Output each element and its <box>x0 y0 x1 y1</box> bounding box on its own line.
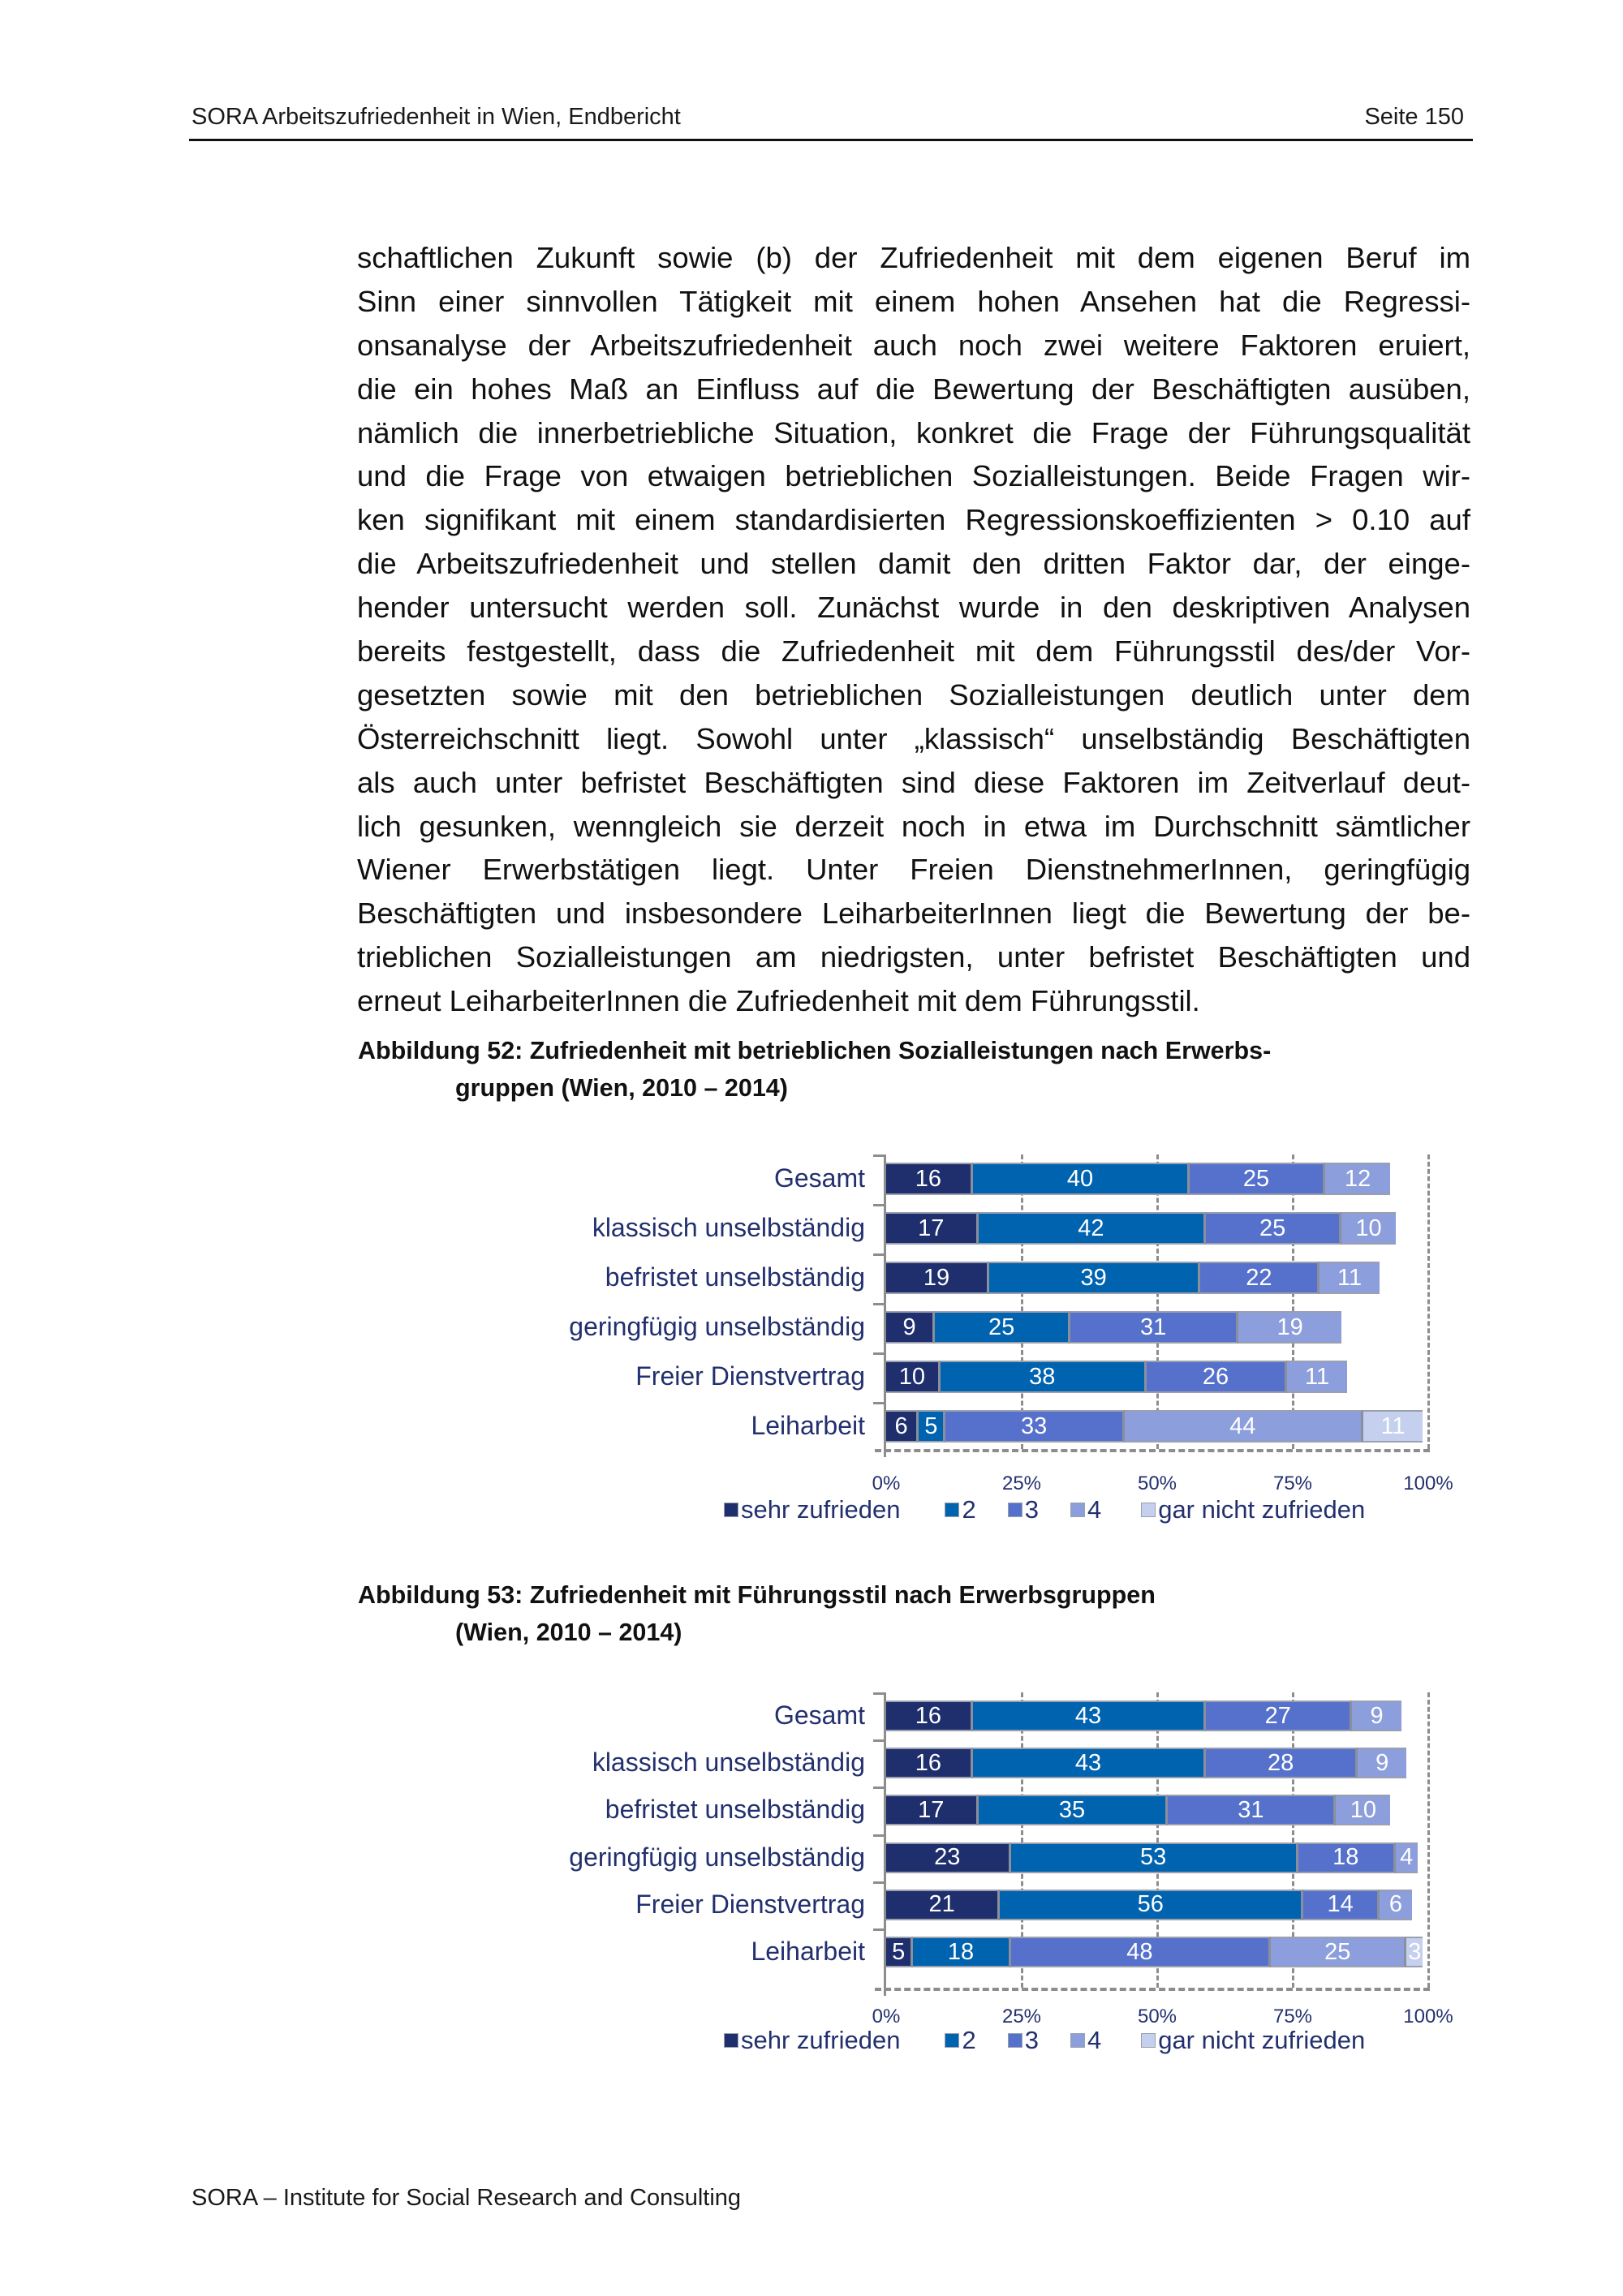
body-line: schaftlichen Zukunft sowie (b) der Zufriedenheit mit dem eigenen Beruf im <box>357 241 1470 274</box>
category-label: befristet unselbständig <box>605 1795 865 1825</box>
body-line: onsanalyse der Arbeitszufriedenheit auch noch zwei weitere Faktoren eruiert, <box>357 328 1470 362</box>
bar-segment: 11 <box>1287 1361 1346 1393</box>
body-line: Beschäftigten und insbesondere LeiharbeiterInnen liegt die Bewertung der be- <box>357 896 1470 931</box>
legend-swatch-icon <box>1071 2034 1084 2047</box>
category-label: geringfügig unselbständig <box>569 1842 865 1872</box>
legend-swatch-icon <box>945 2034 958 2047</box>
bar-segment: 6 <box>1380 1890 1412 1920</box>
bar-segment: 5 <box>919 1410 945 1443</box>
bar-segment: 16 <box>886 1701 973 1731</box>
legend-item <box>1071 2026 1101 2055</box>
y-axis-tick <box>873 1204 885 1206</box>
y-axis-tick <box>873 1402 885 1404</box>
bar-segment: 5 <box>886 1937 913 1967</box>
bar-segment: 25 <box>935 1311 1070 1344</box>
legend-swatch-icon <box>1071 1503 1084 1516</box>
legend-swatch-icon <box>1009 1503 1022 1516</box>
bar-segment: 26 <box>1147 1361 1288 1393</box>
y-axis-tick <box>873 1739 885 1742</box>
stacked-bar <box>886 1842 1418 1873</box>
body-line: die ein hohes Maß an Einfluss auf die Bewertung der Beschäftigten ausüben, <box>357 372 1470 406</box>
legend-swatch-icon <box>1142 2034 1155 2047</box>
legend-swatch-icon <box>725 1503 738 1516</box>
legend-swatch-icon <box>1009 2034 1022 2047</box>
stacked-bar <box>886 1311 1341 1344</box>
bar-segment: 27 <box>1206 1701 1352 1731</box>
legend-item <box>725 1495 900 1524</box>
bar-segment: 38 <box>941 1361 1147 1393</box>
category-label: Gesamt <box>773 1163 865 1193</box>
x-tick-label: 50% <box>1137 2006 1177 2027</box>
body-line: als auch unter befristet Beschäftigten sind diese Faktoren im Zeitverlauf deut- <box>357 765 1470 799</box>
bar-segment: 10 <box>886 1361 941 1393</box>
legend-item <box>945 2026 975 2055</box>
body-line: nämlich die innerbetriebliche Situation, konkret die Frage der Führungsqualität <box>357 415 1470 449</box>
stacked-bar <box>886 1890 1412 1920</box>
category-label: Gesamt <box>773 1701 865 1730</box>
chart-legend <box>725 2026 1365 2055</box>
bar-segment: 16 <box>886 1748 973 1778</box>
bar-segment: 18 <box>913 1937 1010 1967</box>
legend-label: 3 <box>1024 1495 1039 1524</box>
page-footer: SORA – Institute for Social Research and Consulting <box>192 2185 742 2211</box>
legend-label: 4 <box>1087 2026 1102 2054</box>
bar-segment: 42 <box>979 1212 1207 1245</box>
bar-segment: 9 <box>1358 1748 1406 1778</box>
bar-segment: 17 <box>886 1795 979 1825</box>
legend-label: gar nicht zufrieden <box>1158 1495 1366 1524</box>
legend-item <box>1009 1495 1039 1524</box>
bar-segment: 23 <box>886 1842 1011 1873</box>
y-axis-tick <box>873 1154 885 1157</box>
legend-label: sehr zufrieden <box>741 1495 901 1524</box>
stacked-bar <box>886 1701 1401 1731</box>
bar-segment: 9 <box>886 1311 935 1344</box>
bar-segment: 48 <box>1011 1937 1272 1967</box>
stacked-bar <box>886 1937 1423 1967</box>
bar-segment: 25 <box>1271 1937 1406 1967</box>
legend-item <box>1142 1495 1365 1524</box>
figure-52-caption-line2: gruppen (Wien, 2010 – 2014) <box>455 1074 788 1102</box>
gridline <box>1427 1692 1430 1988</box>
gridline <box>1156 1154 1159 1449</box>
x-tick-label: 50% <box>1137 1473 1177 1494</box>
legend-item <box>945 1495 975 1524</box>
bar-segment: 12 <box>1325 1163 1390 1195</box>
bar-segment: 39 <box>989 1262 1201 1294</box>
bar-segment: 14 <box>1303 1890 1380 1920</box>
body-line: hender untersucht werden soll. Zunächst wurde in den deskriptiven Analysen <box>357 591 1470 625</box>
y-axis-tick <box>873 1352 885 1355</box>
bar-segment: 25 <box>1206 1212 1341 1245</box>
bar-segment: 4 <box>1396 1842 1418 1873</box>
legend-item <box>1142 2026 1365 2055</box>
bar-segment: 35 <box>979 1795 1169 1825</box>
y-axis-tick <box>873 1786 885 1789</box>
bar-segment: 9 <box>1352 1701 1401 1731</box>
bar-segment: 11 <box>1363 1410 1423 1443</box>
bar-segment: 19 <box>886 1262 989 1294</box>
bar-segment: 28 <box>1206 1748 1358 1778</box>
stacked-bar <box>886 1361 1347 1393</box>
y-axis-tick <box>873 1834 885 1837</box>
bar-segment: 53 <box>1011 1842 1298 1873</box>
legend-label: gar nicht zufrieden <box>1158 2026 1366 2054</box>
body-line: gesetzten sowie mit den betrieblichen Sozialleistungen deutlich unter dem <box>357 677 1470 712</box>
legend-label: 3 <box>1024 2026 1039 2054</box>
x-tick-label: 0% <box>872 2006 901 2027</box>
bar-segment: 56 <box>1000 1890 1303 1920</box>
y-axis-tick <box>873 1303 885 1305</box>
x-axis <box>875 1988 1430 1991</box>
category-label: geringfügig unselbständig <box>569 1312 865 1341</box>
page-number: Seite 150 <box>1364 104 1464 130</box>
legend-swatch-icon <box>1142 1503 1155 1516</box>
stacked-bar <box>886 1262 1380 1294</box>
figure-52-caption <box>358 1032 1271 1107</box>
bar-segment: 31 <box>1070 1311 1238 1344</box>
body-line: die Arbeitszufriedenheit und stellen damit den dritten Faktor dar, der einge- <box>357 547 1470 581</box>
body-line: und die Frage von etwaigen betrieblichen Sozialleistungen. Beide Fragen wir- <box>357 459 1470 493</box>
stacked-bar <box>886 1410 1423 1443</box>
bar-segment: 19 <box>1238 1311 1341 1344</box>
running-header-title: SORA Arbeitszufriedenheit in Wien, Endbericht <box>192 104 681 130</box>
x-tick-label: 25% <box>1001 1473 1042 1494</box>
x-tick-label: 100% <box>1403 1473 1453 1494</box>
legend-item <box>1009 2026 1039 2055</box>
bar-segment: 3 <box>1406 1937 1423 1967</box>
body-line: Österreichschnitt liegt. Sowohl unter „klassisch“ unselbständig Beschäftigten <box>357 721 1470 755</box>
gridline <box>1021 1154 1023 1449</box>
body-line: erneut LeiharbeiterInnen die Zufriedenheit mit dem Führungsstil. <box>357 984 1200 1018</box>
bar-segment: 25 <box>1190 1163 1325 1195</box>
chart-legend <box>725 1495 1365 1524</box>
legend-label: 2 <box>962 2026 976 2054</box>
legend-label: 2 <box>962 1495 976 1524</box>
bar-segment: 10 <box>1336 1795 1390 1825</box>
body-line: bereits festgestellt, dass die Zufriedenheit mit dem Führungsstil des/der Vor- <box>357 634 1470 669</box>
x-tick-label: 75% <box>1272 1473 1313 1494</box>
body-line: Sinn einer sinnvollen Tätigkeit mit einem hohen Ansehen hat die Regressi- <box>357 284 1470 318</box>
gridline <box>1427 1154 1430 1449</box>
body-paragraph <box>357 236 1470 1023</box>
category-label: klassisch unselbständig <box>592 1213 865 1242</box>
bar-segment: 44 <box>1125 1410 1363 1443</box>
legend-swatch-icon <box>945 1503 958 1516</box>
bar-segment: 43 <box>973 1748 1206 1778</box>
x-tick-label: 0% <box>872 1473 901 1494</box>
category-label: Leiharbeit <box>751 1937 865 1966</box>
bar-segment: 33 <box>945 1410 1124 1443</box>
category-label: klassisch unselbständig <box>592 1748 865 1778</box>
header-rule <box>189 139 1473 141</box>
bar-segment: 6 <box>886 1410 919 1443</box>
legend-swatch-icon <box>725 2034 738 2047</box>
stacked-bar <box>886 1163 1390 1195</box>
category-label: befristet unselbständig <box>605 1262 865 1292</box>
bar-segment: 22 <box>1200 1262 1319 1294</box>
x-axis <box>875 1449 1430 1452</box>
bar-segment: 31 <box>1168 1795 1336 1825</box>
x-tick-label: 100% <box>1403 2006 1453 2027</box>
bar-segment: 43 <box>973 1701 1206 1731</box>
y-axis-tick <box>873 1692 885 1695</box>
body-line: Wiener Erwerbstätigen liegt. Unter Freien DienstnehmerInnen, geringfügig <box>357 853 1470 887</box>
category-label: Leiharbeit <box>751 1411 865 1440</box>
body-line: ken signifikant mit einem standardisierten Regressionskoeffizienten > 0.10 auf <box>357 503 1470 537</box>
stacked-bar <box>886 1212 1396 1245</box>
bar-segment: 10 <box>1341 1212 1396 1245</box>
legend-item <box>1071 1495 1101 1524</box>
y-axis-tick <box>873 1253 885 1256</box>
bar-segment: 16 <box>886 1163 973 1195</box>
x-tick-label: 25% <box>1001 2006 1042 2027</box>
body-line: trieblichen Sozialleistungen am niedrigsten, unter befristet Beschäftigten und <box>357 940 1470 974</box>
bar-segment: 21 <box>886 1890 1000 1920</box>
bar-segment: 18 <box>1298 1842 1396 1873</box>
figure-53-caption-line2: (Wien, 2010 – 2014) <box>455 1619 682 1646</box>
y-axis-tick <box>873 1881 885 1884</box>
stacked-bar <box>886 1748 1406 1778</box>
legend-label: sehr zufrieden <box>741 2026 901 2054</box>
figure-52-caption-line1: Abbildung 52: Zufriedenheit mit betrieblichen Sozialleistungen nach Erwerbs- <box>358 1037 1272 1064</box>
legend-label: 4 <box>1087 1495 1102 1524</box>
legend-item <box>725 2026 900 2055</box>
category-label: Freier Dienstvertrag <box>635 1889 865 1919</box>
stacked-bar <box>886 1795 1390 1825</box>
x-tick-label: 75% <box>1272 2006 1313 2027</box>
body-line: lich gesunken, wenngleich sie derzeit noch in etwa im Durchschnitt sämtlicher <box>357 809 1470 843</box>
y-axis-tick <box>873 1928 885 1931</box>
figure-53-caption <box>358 1576 1156 1651</box>
category-label: Freier Dienstvertrag <box>635 1361 865 1391</box>
bar-segment: 17 <box>886 1212 979 1245</box>
figure-53-caption-line1: Abbildung 53: Zufriedenheit mit Führungsstil nach Erwerbsgruppen <box>358 1581 1156 1609</box>
gridline <box>1292 1154 1294 1449</box>
bar-segment: 40 <box>973 1163 1190 1195</box>
bar-segment: 11 <box>1319 1262 1379 1294</box>
